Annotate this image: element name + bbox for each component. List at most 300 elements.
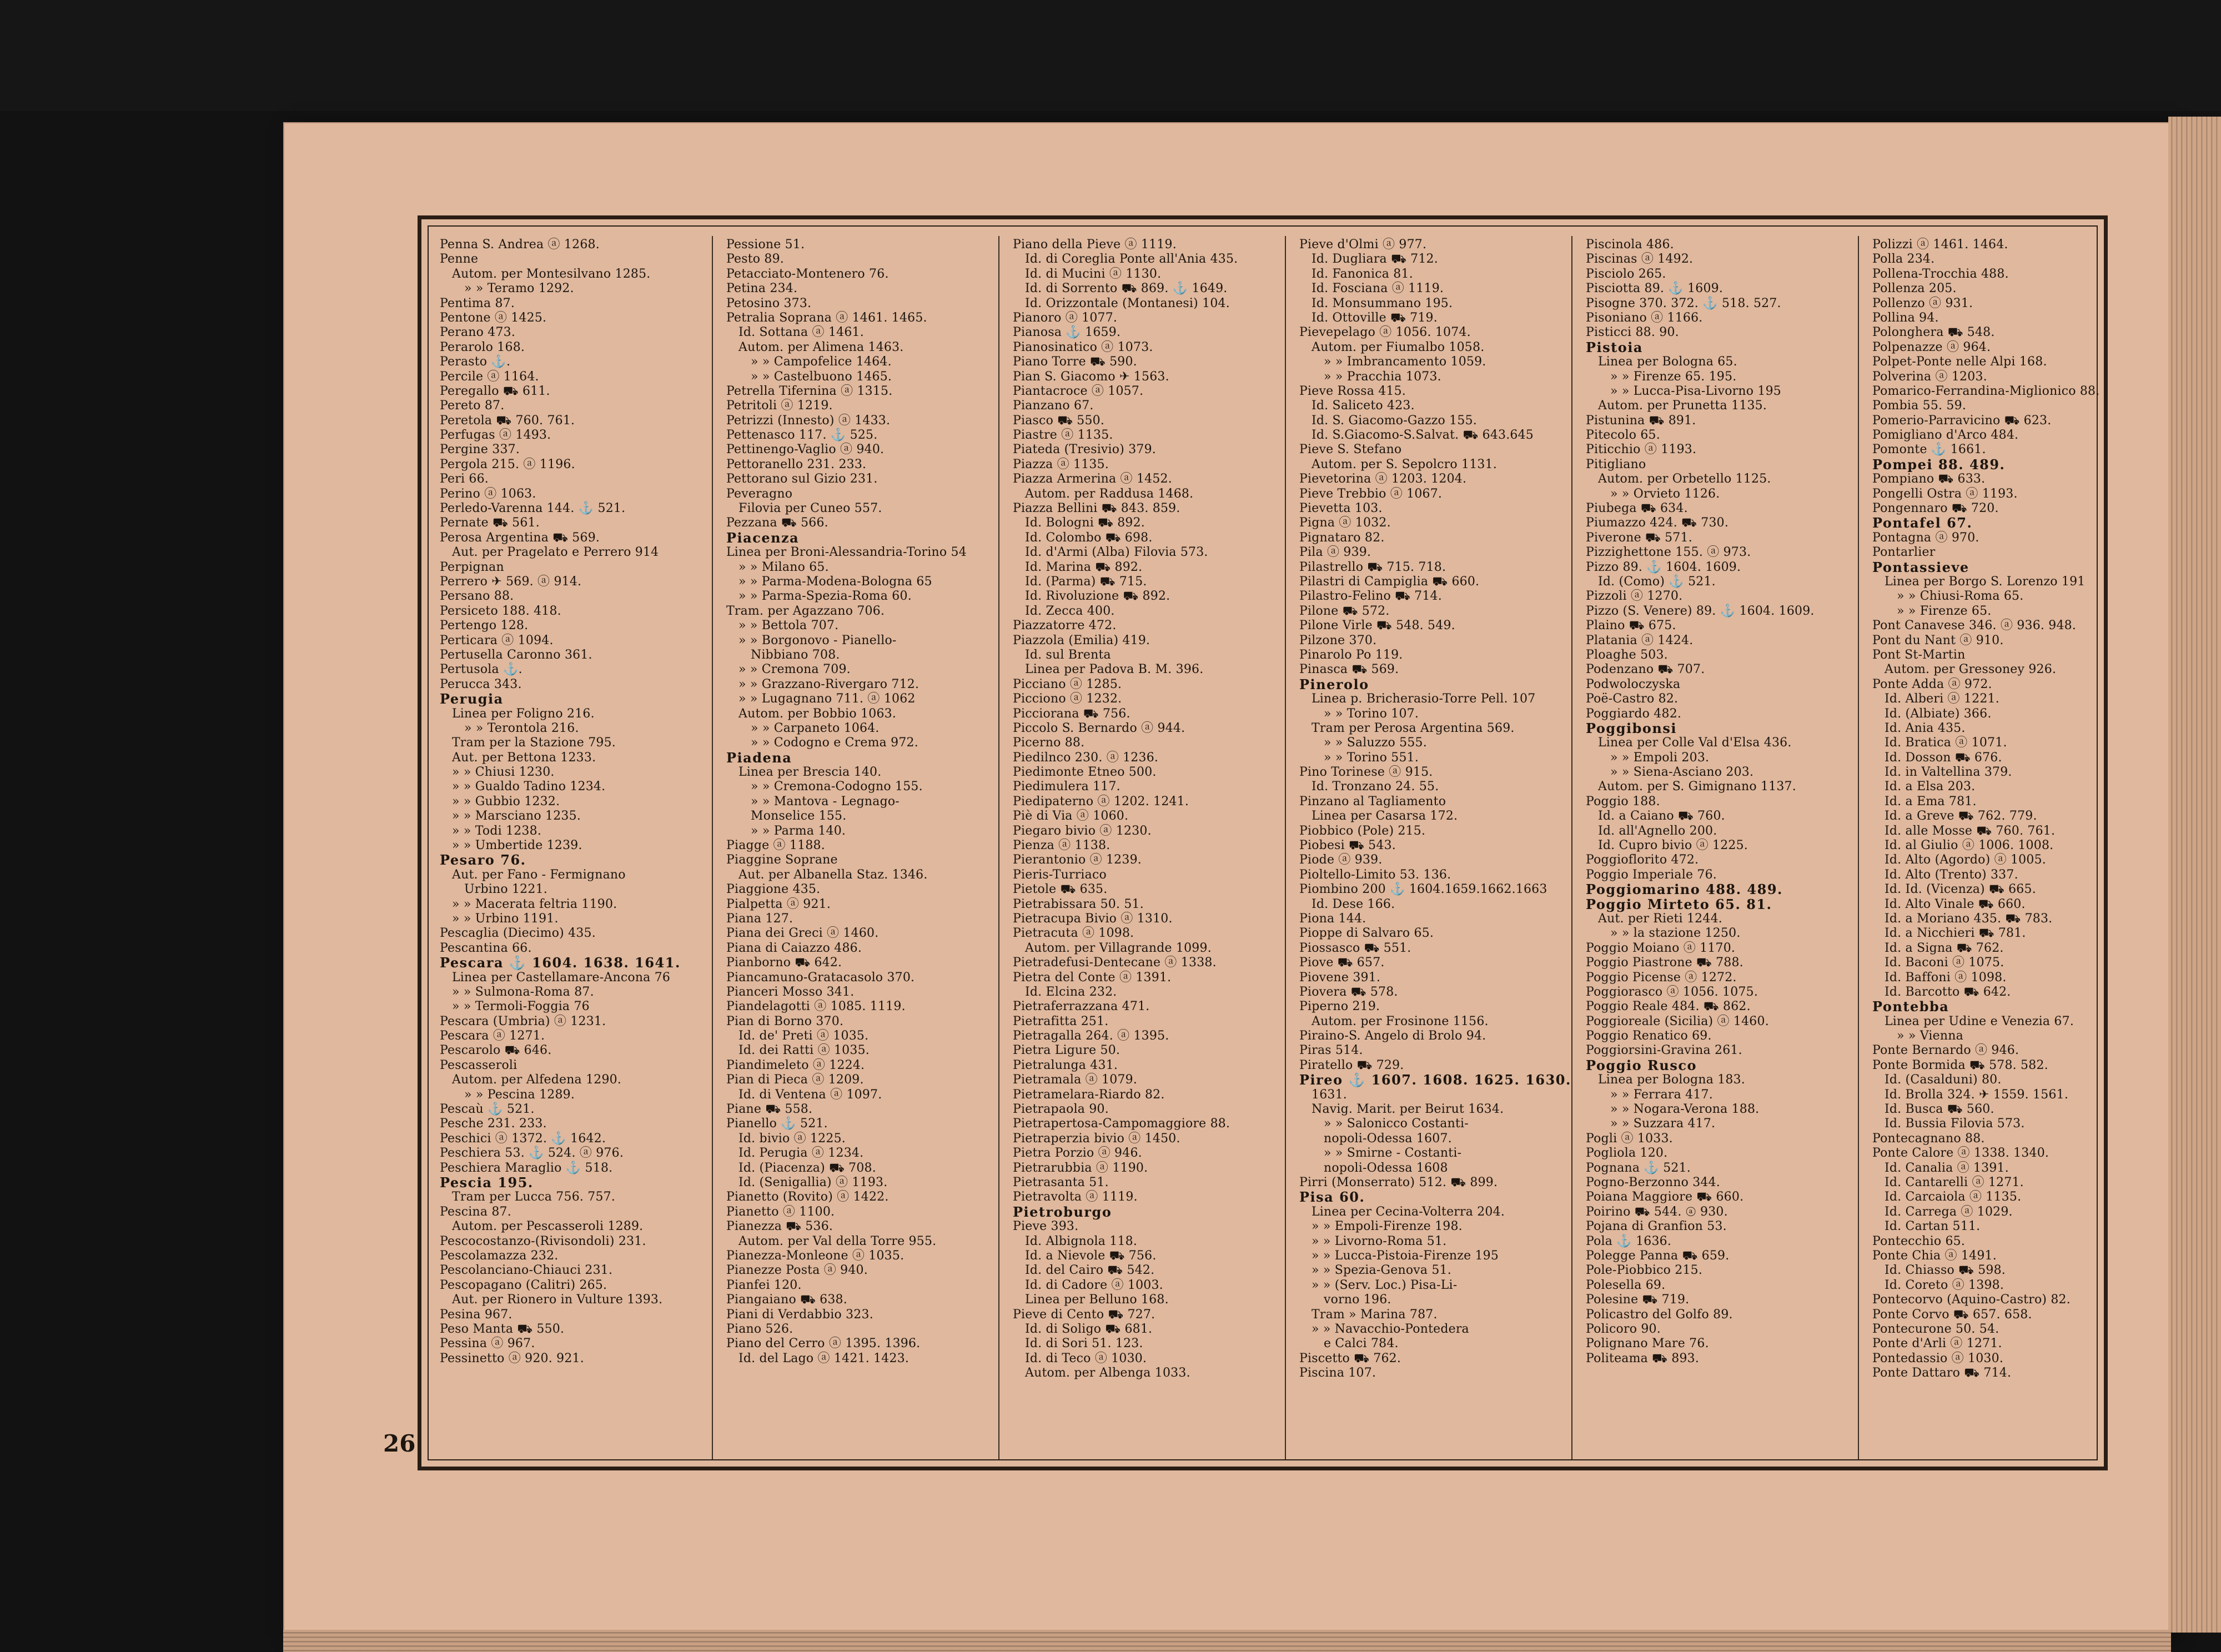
index-entry: Pescantina 66. (440, 941, 532, 955)
index-entry: Pescolamazza 232. (440, 1248, 559, 1263)
index-entry: Nibbiano 708. (751, 647, 840, 662)
index-entry: Pianello ⚓ 521. (726, 1117, 828, 1131)
index-entry: Piagge ⓐ 1188. (726, 838, 825, 853)
index-entry: Id. Ania 435. (1885, 721, 1966, 735)
index-entry: Id. Barcotto ⛟ 642. (1885, 985, 2011, 999)
index-entry: Piazza Armerina ⓐ 1452. (1013, 472, 1172, 486)
index-entry: » » Livorno-Roma 51. (1312, 1234, 1447, 1248)
index-entry: Pievetorina ⓐ 1203. 1204. (1299, 472, 1467, 486)
index-column-6 (1872, 238, 2144, 1457)
index-entry: Pernate ⛟ 561. (440, 516, 540, 530)
index-entry: Polpet-Ponte nelle Alpi 168. (1872, 355, 2047, 369)
index-entry: Piossasco ⛟ 551. (1299, 941, 1411, 955)
index-entry: Pizzoli ⓐ 1270. (1586, 589, 1683, 604)
index-entry: » » Teramo 1292. (464, 282, 574, 296)
index-entry: Pian S. Giacomo ✈ 1563. (1013, 369, 1169, 384)
index-heading: Perugia (440, 691, 504, 707)
index-entry: Id. Monsummano 195. (1312, 296, 1453, 310)
index-entry: Linea per Colle Val d'Elsa 436. (1598, 736, 1792, 750)
index-entry: Petina 234. (726, 282, 798, 296)
index-entry: Autom. per Albenga 1033. (1025, 1366, 1190, 1380)
index-entry: Autom. per Orbetello 1125. (1598, 472, 1771, 486)
index-entry: Pieris-Turriaco (1013, 867, 1107, 882)
index-entry: Pietra Porzio ⓐ 946. (1013, 1146, 1142, 1161)
index-entry: Pettorano sul Gizio 231. (726, 472, 878, 486)
index-entry: Piubega ⛟ 634. (1586, 501, 1688, 516)
index-entry: Pianfei 120. (726, 1278, 802, 1292)
index-entry: Id. Bussia Filovia 573. (1885, 1117, 2025, 1131)
index-entry: Pieve S. Stefano (1299, 443, 1402, 457)
index-entry: Pietramelara-Riardo 82. (1013, 1087, 1165, 1102)
index-entry: Pianetto ⓐ 1100. (726, 1204, 835, 1219)
index-entry: Pignataro 82. (1299, 530, 1385, 545)
index-entry: Pinzano al Tagliamento (1299, 794, 1446, 809)
index-entry: » » Vienna (1897, 1029, 1963, 1043)
index-entry: Pollenzo ⓐ 931. (1872, 296, 1973, 310)
index-entry: Poggiorasco ⓐ 1056. 1075. (1586, 985, 1758, 999)
index-entry: Polla 234. (1872, 252, 1935, 267)
index-entry: Piscinola 486. (1586, 238, 1674, 252)
index-entry: Pezzana ⛟ 566. (726, 516, 828, 530)
index-entry: » » Saluzzo 555. (1324, 736, 1427, 750)
index-entry: Id. S. Giacomo-Gazzo 155. (1312, 413, 1477, 428)
index-entry: Petrella Tifernina ⓐ 1315. (726, 384, 893, 398)
index-entry: » » Todi 1238. (452, 824, 542, 838)
page-stack-bottom (283, 1630, 2171, 1652)
index-entry: Piverone ⛟ 571. (1586, 530, 1692, 545)
index-entry: Id. Tronzano 24. 55. (1312, 780, 1439, 794)
index-entry: Pinarolo Po 119. (1299, 647, 1403, 662)
index-entry: Picerno 88. (1013, 736, 1085, 750)
index-entry: » » Empoli 203. (1610, 750, 1710, 765)
index-entry: Perfugas ⓐ 1493. (440, 428, 551, 443)
index-entry: Pescopagano (Calitri) 265. (440, 1278, 607, 1292)
index-entry: Pisciotta 89. ⚓ 1609. (1586, 282, 1723, 296)
index-entry: Peretola ⛟ 760. 761. (440, 413, 575, 428)
index-entry: Plaino ⛟ 675. (1586, 619, 1676, 633)
index-entry: » » Borgonovo - Pianello- (738, 633, 897, 647)
index-entry: Perucca 343. (440, 677, 522, 691)
index-entry: Peschiera 53. ⚓ 524. ⓐ 976. (440, 1146, 624, 1161)
index-entry: Pioppe di Salvaro 65. (1299, 926, 1434, 941)
index-entry: Pontecorvo (Aquino-Castro) 82. (1872, 1293, 2071, 1307)
index-entry: » » Carpaneto 1064. (751, 721, 880, 735)
index-entry: Id. Canalia ⓐ 1391. (1885, 1161, 2009, 1175)
index-entry: Piscinas ⓐ 1492. (1586, 252, 1694, 267)
index-entry: Piraino-S. Angelo di Brolo 94. (1299, 1029, 1486, 1043)
index-entry: » » Mantova - Legnago- (751, 794, 900, 809)
index-heading: Poggio Rusco (1586, 1057, 1697, 1073)
index-entry: Piano Torre ⛟ 590. (1013, 355, 1137, 369)
index-entry: Id. Perugia ⓐ 1234. (738, 1146, 864, 1161)
index-entry: Id. sul Brenta (1025, 647, 1111, 662)
index-entry: Pilastro-Felino ⛟ 714. (1299, 589, 1442, 604)
index-entry: Pietole ⛟ 635. (1013, 882, 1108, 897)
index-entry: Id. a Caiano ⛟ 760. (1598, 809, 1725, 824)
index-entry: Pollena-Trocchia 488. (1872, 267, 2009, 281)
index-entry: Peri 66. (440, 472, 489, 486)
index-entry: Piantacroce ⓐ 1057. (1013, 384, 1144, 398)
index-entry: Piobbico (Pole) 215. (1299, 824, 1426, 838)
index-entry: Pietra Ligure 50. (1013, 1043, 1120, 1058)
index-entry: Poggioflorito 472. (1586, 853, 1699, 867)
index-entry: Perarolo 168. (440, 340, 525, 354)
index-entry: Polignano Mare 76. (1586, 1337, 1709, 1351)
index-entry: Poggio 188. (1586, 794, 1660, 809)
index-entry: Piumazzo 424. ⛟ 730. (1586, 516, 1729, 530)
index-entry: Id. Dese 166. (1312, 897, 1395, 911)
index-entry: Pogli ⓐ 1033. (1586, 1131, 1673, 1146)
index-entry: Pojana di Granfion 53. (1586, 1219, 1727, 1234)
index-entry: Pietraperzia bivio ⓐ 1450. (1013, 1131, 1180, 1146)
index-entry: Aut. per Pragelato e Perrero 914 (452, 545, 659, 560)
index-entry: Pietralunga 431. (1013, 1058, 1118, 1072)
index-entry: Urbino 1221. (464, 882, 547, 897)
index-entry: Id. Rivoluzione ⛟ 892. (1025, 589, 1170, 604)
index-entry: Pescocostanzo-(Rivisondoli) 231. (440, 1234, 646, 1248)
index-entry: » » Orvieto 1126. (1610, 486, 1720, 501)
index-entry: Polesine ⛟ 719. (1586, 1293, 1690, 1307)
index-entry: Pola ⚓ 1636. (1586, 1234, 1672, 1248)
index-entry: Id. del Lago ⓐ 1421. 1423. (738, 1351, 909, 1365)
index-entry: Pescaù ⚓ 521. (440, 1102, 535, 1117)
index-entry: Id. S.Giacomo-S.Salvat. ⛟ 643.645 (1312, 428, 1534, 443)
index-entry: Pollina 94. (1872, 310, 1939, 325)
index-heading: Pescia 195. (440, 1174, 534, 1191)
index-entry: Pontedassio ⓐ 1030. (1872, 1351, 2004, 1365)
index-entry: Piombino 200 ⚓ 1604.1659.1662.1663 (1299, 882, 1547, 897)
index-entry: Persiceto 188. 418. (440, 604, 561, 618)
index-entry: Pievepelago ⓐ 1056. 1074. (1299, 325, 1471, 340)
index-entry: Linea per Bologna 65. (1598, 355, 1737, 369)
index-entry: Id. Brolla 324. ✈ 1559. 1561. (1885, 1087, 2069, 1102)
index-entry: e Calci 784. (1324, 1337, 1399, 1351)
index-entry: Polegge Panna ⛟ 659. (1586, 1248, 1730, 1263)
index-entry: Id. di Cadore ⓐ 1003. (1025, 1278, 1163, 1292)
index-entry: Piccolo S. Bernardo ⓐ 944. (1013, 721, 1185, 735)
index-entry: Ponte Chia ⓐ 1491. (1872, 1248, 1997, 1263)
index-entry: Pietradefusi-Dentecane ⓐ 1338. (1013, 956, 1217, 970)
index-entry: » » Smirne - Costanti- (1324, 1146, 1462, 1161)
index-entry: Pesto 89. (726, 252, 784, 267)
index-entry: Id. Cantarelli ⓐ 1271. (1885, 1176, 2024, 1189)
index-entry: » » (Serv. Loc.) Pisa-Li- (1312, 1278, 1458, 1292)
index-entry: » » Campofelice 1464. (751, 355, 892, 369)
index-entry: Poggio Picense ⓐ 1272. (1586, 970, 1737, 985)
index-entry: Podenzano ⛟ 707. (1586, 662, 1705, 677)
index-entry: Id. (Senigallia) ⓐ 1193. (738, 1176, 888, 1189)
index-entry: Aut. per Rionero in Vulture 1393. (452, 1293, 663, 1307)
index-entry: Piandimeleto ⓐ 1224. (726, 1058, 865, 1072)
index-entry: Pierantonio ⓐ 1239. (1013, 853, 1142, 867)
index-entry: Pirri (Monserrato) 512. ⛟ 899. (1299, 1176, 1498, 1189)
index-entry: Autom. per Val della Torre 955. (738, 1234, 937, 1248)
index-entry: Pollenza 205. (1872, 282, 1957, 296)
index-entry: Linea per Casarsa 172. (1312, 809, 1458, 824)
index-entry: Id. di Ventena ⓐ 1097. (738, 1087, 882, 1102)
index-entry: Id. Alto (Trento) 337. (1885, 867, 2018, 882)
index-entry: » » Terontola 216. (464, 721, 579, 735)
index-entry: » » Siena-Asciano 203. (1610, 765, 1754, 780)
index-entry: Id. di Coreglia Ponte all'Ania 435. (1025, 252, 1238, 267)
index-entry: Piobesi ⛟ 543. (1299, 838, 1396, 853)
index-entry: Poggio Piastrone ⛟ 788. (1586, 956, 1743, 970)
index-entry: Pogliola 120. (1586, 1146, 1668, 1161)
index-entry: Piasco ⛟ 550. (1013, 413, 1105, 428)
index-entry: Pergola 215. ⓐ 1196. (440, 457, 575, 471)
index-entry: Politeama ⛟ 893. (1586, 1351, 1700, 1365)
index-entry: Pontecurone 50. 54. (1872, 1322, 1999, 1336)
index-entry: Piode ⓐ 939. (1299, 853, 1383, 867)
index-entry: Ponte Corvo ⛟ 657. 658. (1872, 1307, 2032, 1322)
index-entry: Piaggione 435. (726, 882, 821, 897)
index-entry: Pietracupa Bivio ⓐ 1310. (1013, 911, 1173, 926)
index-entry: Linea per Cecina-Volterra 204. (1312, 1204, 1505, 1219)
index-entry: Pentone ⓐ 1425. (440, 310, 547, 325)
index-entry: Poë-Castro 82. (1586, 692, 1679, 706)
index-entry: Pescaglia (Diecimo) 435. (440, 926, 596, 941)
index-entry: Id. a Elsa 203. (1885, 780, 1976, 794)
index-entry: » » Parma-Modena-Bologna 65 (738, 574, 932, 589)
index-entry: nopoli-Odessa 1607. (1324, 1131, 1452, 1146)
index-entry: Peschici ⓐ 1372. ⚓ 1642. (440, 1131, 606, 1146)
index-entry: Pongelli Ostra ⓐ 1193. (1872, 486, 2018, 501)
index-entry: Polizzi ⓐ 1461. 1464. (1872, 238, 2008, 252)
index-entry: Pescarolo ⛟ 646. (440, 1043, 552, 1058)
index-entry: Linea p. Bricherasio-Torre Pell. 107 (1312, 692, 1536, 706)
index-entry: Pesina 967. (440, 1307, 512, 1322)
index-entry: Id. Zecca 400. (1025, 604, 1115, 618)
index-entry: Piedimonte Etneo 500. (1013, 765, 1157, 780)
index-entry: Pisciolo 265. (1586, 267, 1666, 281)
index-entry: Linea per Castellamare-Ancona 76 (452, 970, 671, 985)
index-entry: Perpignan (440, 560, 504, 574)
index-heading: Poggibonsi (1586, 720, 1677, 736)
index-entry: Id. Bologni ⛟ 892. (1025, 516, 1145, 530)
index-column-3 (1013, 238, 1285, 1457)
index-entry: Piateda (Tresivio) 379. (1013, 443, 1156, 457)
index-entry: » » Castelbuono 1465. (751, 369, 892, 384)
index-entry: Pisticci 88. 90. (1586, 325, 1679, 340)
index-entry: Poggiorsini-Gravina 261. (1586, 1043, 1742, 1058)
index-entry: Peregallo ⛟ 611. (440, 384, 550, 398)
index-entry: Peschiera Maraglio ⚓ 518. (440, 1161, 613, 1175)
index-entry: Id. Sottana ⓐ 1461. (738, 325, 864, 340)
index-entry: Polpenazze ⓐ 964. (1872, 340, 1991, 354)
index-entry: Autom. per Prunetta 1135. (1598, 399, 1767, 413)
index-entry: Poirino ⛟ 544. ⓐ 930. (1586, 1204, 1728, 1219)
index-entry: Id. Alto Vinale ⛟ 660. (1885, 897, 2026, 911)
index-entry: Id. Cupro bivio ⓐ 1225. (1598, 838, 1748, 853)
index-entry: Perledo-Varenna 144. ⚓ 521. (440, 501, 626, 516)
index-entry: Id. Coreto ⓐ 1398. (1885, 1278, 2004, 1292)
index-entry: Pomarico-Ferrandina-Miglionico 88. (1872, 384, 2100, 398)
index-entry: » » Cremona-Codogno 155. (751, 780, 923, 794)
index-entry: Pont du Nant ⓐ 910. (1872, 633, 2004, 647)
index-entry: Linea per Bologna 183. (1598, 1073, 1745, 1087)
index-entry: Pianezza ⛟ 536. (726, 1219, 833, 1234)
index-entry: Piazza ⓐ 1135. (1013, 457, 1109, 471)
index-entry: Pizzo 89. ⚓ 1604. 1609. (1586, 560, 1741, 574)
index-entry: Pentima 87. (440, 296, 515, 310)
index-entry: » » Chiusi 1230. (452, 765, 555, 780)
index-entry: Id. Bratica ⓐ 1071. (1885, 736, 2007, 750)
index-entry: Pianetto (Rovito) ⓐ 1422. (726, 1190, 889, 1204)
index-entry: Pilastri di Campiglia ⛟ 660. (1299, 574, 1480, 589)
index-entry: » » Bettola 707. (738, 619, 839, 633)
index-entry: Navig. Marit. per Beirut 1634. (1312, 1102, 1504, 1117)
index-entry: Pole-Piobbico 215. (1586, 1263, 1703, 1278)
index-entry: Pilastrello ⛟ 715. 718. (1299, 560, 1446, 574)
index-entry: Pergine 337. (440, 443, 520, 457)
index-entry: Perosa Argentina ⛟ 569. (440, 530, 600, 545)
index-entry: Ponte d'Arli ⓐ 1271. (1872, 1337, 2002, 1351)
index-entry: Poggio Imperiale 76. (1586, 867, 1717, 882)
index-entry: Id. Saliceto 423. (1312, 399, 1415, 413)
index-entry: Perticara ⓐ 1094. (440, 633, 554, 647)
index-entry: Id. alle Mosse ⛟ 760. 761. (1885, 824, 2056, 838)
index-entry: Pertengo 128. (440, 619, 529, 633)
index-entry: Picciono ⓐ 1232. (1013, 692, 1122, 706)
index-entry: Pont Canavese 346. ⓐ 936. 948. (1872, 619, 2077, 633)
index-heading: Pescara ⚓ 1604. 1638. 1641. (440, 955, 681, 971)
index-entry: Pioltello-Limito 53. 136. (1299, 867, 1451, 882)
index-entry: Id. in Valtellina 379. (1885, 765, 2012, 780)
index-entry: » » Marsciano 1235. (452, 809, 581, 824)
index-entry: Id. bivio ⓐ 1225. (738, 1131, 846, 1146)
index-entry: Pescolanciano-Chiauci 231. (440, 1263, 613, 1278)
index-entry: Pompiano ⛟ 633. (1872, 472, 1986, 486)
index-column-4 (1299, 238, 1571, 1457)
index-entry: Pigna ⓐ 1032. (1299, 516, 1391, 530)
index-entry: » » Firenze 65. (1897, 604, 1992, 618)
index-entry: Petacciato-Montenero 76. (726, 267, 889, 281)
index-entry: Pietrasanta 51. (1013, 1176, 1109, 1189)
index-entry: » » Empoli-Firenze 198. (1312, 1219, 1463, 1234)
index-entry: Autom. per Alimena 1463. (738, 340, 904, 354)
index-entry: Pertusella Caronno 361. (440, 647, 592, 662)
index-entry: Piazzatorre 472. (1013, 619, 1117, 633)
index-entry: Pizzighettone 155. ⓐ 973. (1586, 545, 1751, 560)
dark-background (0, 0, 2221, 111)
index-entry: Piscetto ⛟ 762. (1299, 1351, 1401, 1365)
index-heading: Pietroburgo (1013, 1203, 1112, 1220)
index-entry: Pieve Trebbio ⓐ 1067. (1299, 486, 1443, 501)
index-heading: Piadena (726, 749, 792, 766)
index-entry: Persano 88. (440, 589, 514, 604)
index-entry: Pietrapertosa-Campomaggiore 88. (1013, 1117, 1230, 1131)
index-entry: Id. al Giulio ⓐ 1006. 1008. (1885, 838, 2054, 853)
index-entry: Id. a Nicchieri ⛟ 781. (1885, 926, 2026, 941)
index-entry: » » Pracchia 1073. (1324, 369, 1441, 384)
index-entry: Pino Torinese ⓐ 915. (1299, 765, 1433, 780)
index-entry: Autom. per Montesilvano 1285. (452, 267, 651, 281)
index-entry: » » Codogno e Crema 972. (751, 736, 918, 750)
index-entry: Pescina 87. (440, 1204, 511, 1219)
index-entry: Id. Alto (Agordo) ⓐ 1005. (1885, 853, 2046, 867)
index-entry: Id. Busca ⛟ 560. (1885, 1102, 1994, 1117)
index-entry: Id. a Moriano 435. ⛟ 783. (1885, 911, 2053, 926)
index-entry: Picciorana ⛟ 756. (1013, 706, 1130, 721)
index-entry: Poggio Renatico 69. (1586, 1029, 1712, 1043)
index-entry: Linea per Belluno 168. (1025, 1293, 1169, 1307)
index-entry: Pescara ⓐ 1271. (440, 1029, 545, 1043)
index-entry: » » Pescina 1289. (464, 1087, 575, 1102)
index-entry: Id. d'Armi (Alba) Filovia 573. (1025, 545, 1208, 560)
index-entry: Monselice 155. (751, 809, 847, 824)
index-entry: Pettoranello 231. 233. (726, 457, 867, 471)
index-column-1 (440, 238, 712, 1457)
index-entry: » » Urbino 1191. (452, 911, 559, 926)
index-entry: Id. Dosson ⛟ 676. (1885, 750, 2002, 765)
index-entry: Id. Carrega ⓐ 1029. (1885, 1204, 2013, 1219)
index-entry: Pialpetta ⓐ 921. (726, 897, 831, 911)
column-rule (1285, 236, 1286, 1459)
index-entry: Tram per Perosa Argentina 569. (1312, 721, 1515, 735)
index-entry: Polverina ⓐ 1203. (1872, 369, 1987, 384)
index-entry: Linea per Udine e Venezia 67. (1885, 1014, 2074, 1028)
index-entry: Pontecagnano 88. (1872, 1131, 1985, 1146)
index-entry: Aut. per Bettona 1233. (452, 750, 596, 765)
index-entry: Linea per Brescia 140. (738, 765, 882, 780)
index-entry: Pian di Borno 370. (726, 1014, 844, 1028)
index-entry: Ponte Bormida ⛟ 578. 582. (1872, 1058, 2048, 1072)
index-entry: Pescasseroli (440, 1058, 517, 1072)
index-entry: Piani di Verdabbio 323. (726, 1307, 873, 1322)
index-heading: Pinerolo (1299, 676, 1369, 692)
index-entry: Piangaiano ⛟ 638. (726, 1293, 847, 1307)
index-entry: » » Termoli-Foggia 76 (452, 1000, 590, 1014)
index-entry: Id. a Greve ⛟ 762. 779. (1885, 809, 2037, 824)
index-entry: Piras 514. (1299, 1043, 1363, 1058)
index-entry: Pertusola ⚓. (440, 662, 522, 677)
index-entry: Aut. per Rieti 1244. (1598, 911, 1722, 926)
index-entry: Piedipaterno ⓐ 1202. 1241. (1013, 794, 1189, 809)
index-entry: Piano della Pieve ⓐ 1119. (1013, 238, 1177, 252)
index-entry: Poggioreale (Sicilia) ⓐ 1460. (1586, 1014, 1769, 1028)
index-entry: Pontecchio 65. (1872, 1234, 1966, 1248)
index-entry: Picciano ⓐ 1285. (1013, 677, 1122, 691)
index-entry: » » Navacchio-Pontedera (1312, 1322, 1469, 1336)
index-entry: Pomigliano d'Arco 484. (1872, 428, 2019, 443)
index-entry: Piscina 107. (1299, 1366, 1376, 1380)
index-entry: Pienza ⓐ 1138. (1013, 838, 1110, 853)
index-entry: Id. Fosciana ⓐ 1119. (1312, 282, 1444, 296)
index-entry: Linea per Broni-Alessandria-Torino 54 (726, 545, 967, 560)
index-entry: Piedimulera 117. (1013, 780, 1120, 794)
index-entry: Polonghera ⛟ 548. (1872, 325, 1995, 340)
index-entry: Id. (Piacenza) ⛟ 708. (738, 1161, 876, 1175)
index-entry: Petosino 373. (726, 296, 812, 310)
index-heading: Poggiomarino 488. 489. (1586, 881, 1783, 898)
index-entry: Piana dei Greci ⓐ 1460. (726, 926, 879, 941)
index-entry: Id. a Signa ⛟ 762. (1885, 941, 2004, 955)
index-entry: Autom. per S. Gimignano 1137. (1598, 780, 1796, 794)
index-entry: Id. (Albiate) 366. (1885, 706, 1992, 721)
index-entry: Pietraferrazzana 471. (1013, 1000, 1150, 1014)
index-entry: Pessina ⓐ 967. (440, 1337, 535, 1351)
index-entry: Piaggine Soprane (726, 853, 838, 867)
index-heading: Pontafel 67. (1872, 515, 1973, 531)
index-entry: Piratello ⛟ 729. (1299, 1058, 1404, 1072)
index-entry: Pila ⓐ 939. (1299, 545, 1371, 560)
index-entry: Pistunina ⛟ 891. (1586, 413, 1696, 428)
index-entry: » » Lucca-Pistoia-Firenze 195 (1312, 1248, 1499, 1263)
index-entry: Pettenasco 117. ⚓ 525. (726, 428, 878, 443)
index-entry: Podwoloczyska (1586, 677, 1681, 691)
index-entry: Policoro 90. (1586, 1322, 1661, 1336)
index-entry: Id. (Casalduni) 80. (1885, 1073, 2002, 1087)
